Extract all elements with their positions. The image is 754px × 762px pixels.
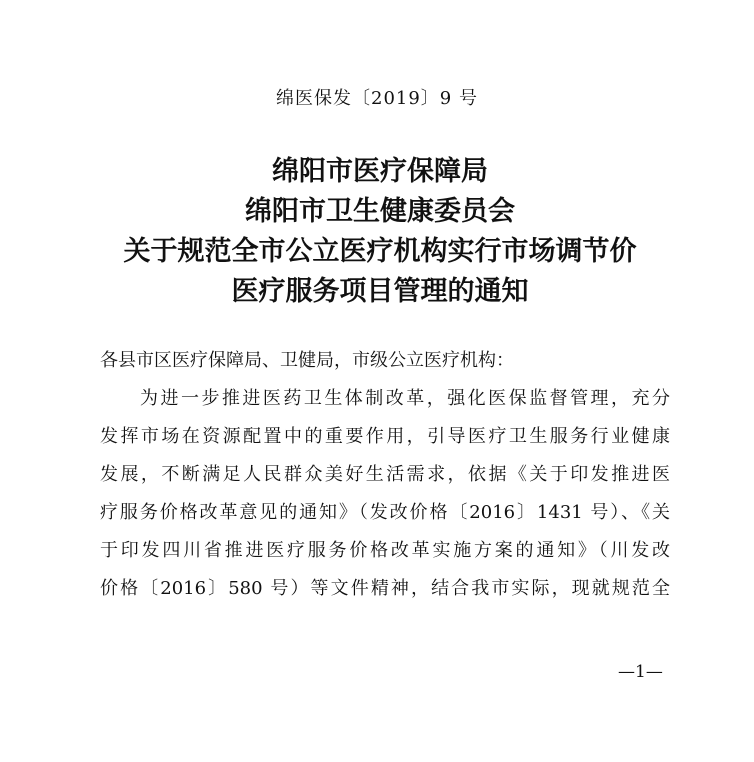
title-line-3: 关于规范全市公立医疗机构实行市场调节价 <box>123 236 637 267</box>
salutation: 各县市区医疗保障局、卫健局，市级公立医疗机构： <box>100 350 514 371</box>
body-line-5: 于印发四川省推进医疗服务价格改革实施方案的通知》（川发改 <box>100 540 670 561</box>
body-line-1: 为进一步推进医药卫生体制改革，强化医保监督管理，充分 <box>140 388 670 409</box>
body-line-3: 发展，不断满足人民群众美好生活需求，依据《关于印发推进医 <box>100 464 670 485</box>
body-line-6: 价格〔2016〕580 号）等文件精神，结合我市实际，现就规范全 <box>100 578 670 599</box>
body-paragraph <box>100 380 670 608</box>
title-line-1: 绵阳市医疗保障局 <box>272 156 488 187</box>
document-number: 绵医保发〔2019〕9 号 <box>276 88 478 109</box>
document-title <box>60 152 700 312</box>
title-line-2: 绵阳市卫生健康委员会 <box>245 196 515 227</box>
page-number: —1— <box>618 662 663 682</box>
body-line-4: 疗服务价格改革意见的通知》（发改价格〔2016〕1431 号）、《关 <box>100 502 670 523</box>
title-line-4: 医疗服务项目管理的通知 <box>231 276 529 307</box>
body-line-2: 发挥市场在资源配置中的重要作用，引导医疗卫生服务行业健康 <box>100 426 670 447</box>
